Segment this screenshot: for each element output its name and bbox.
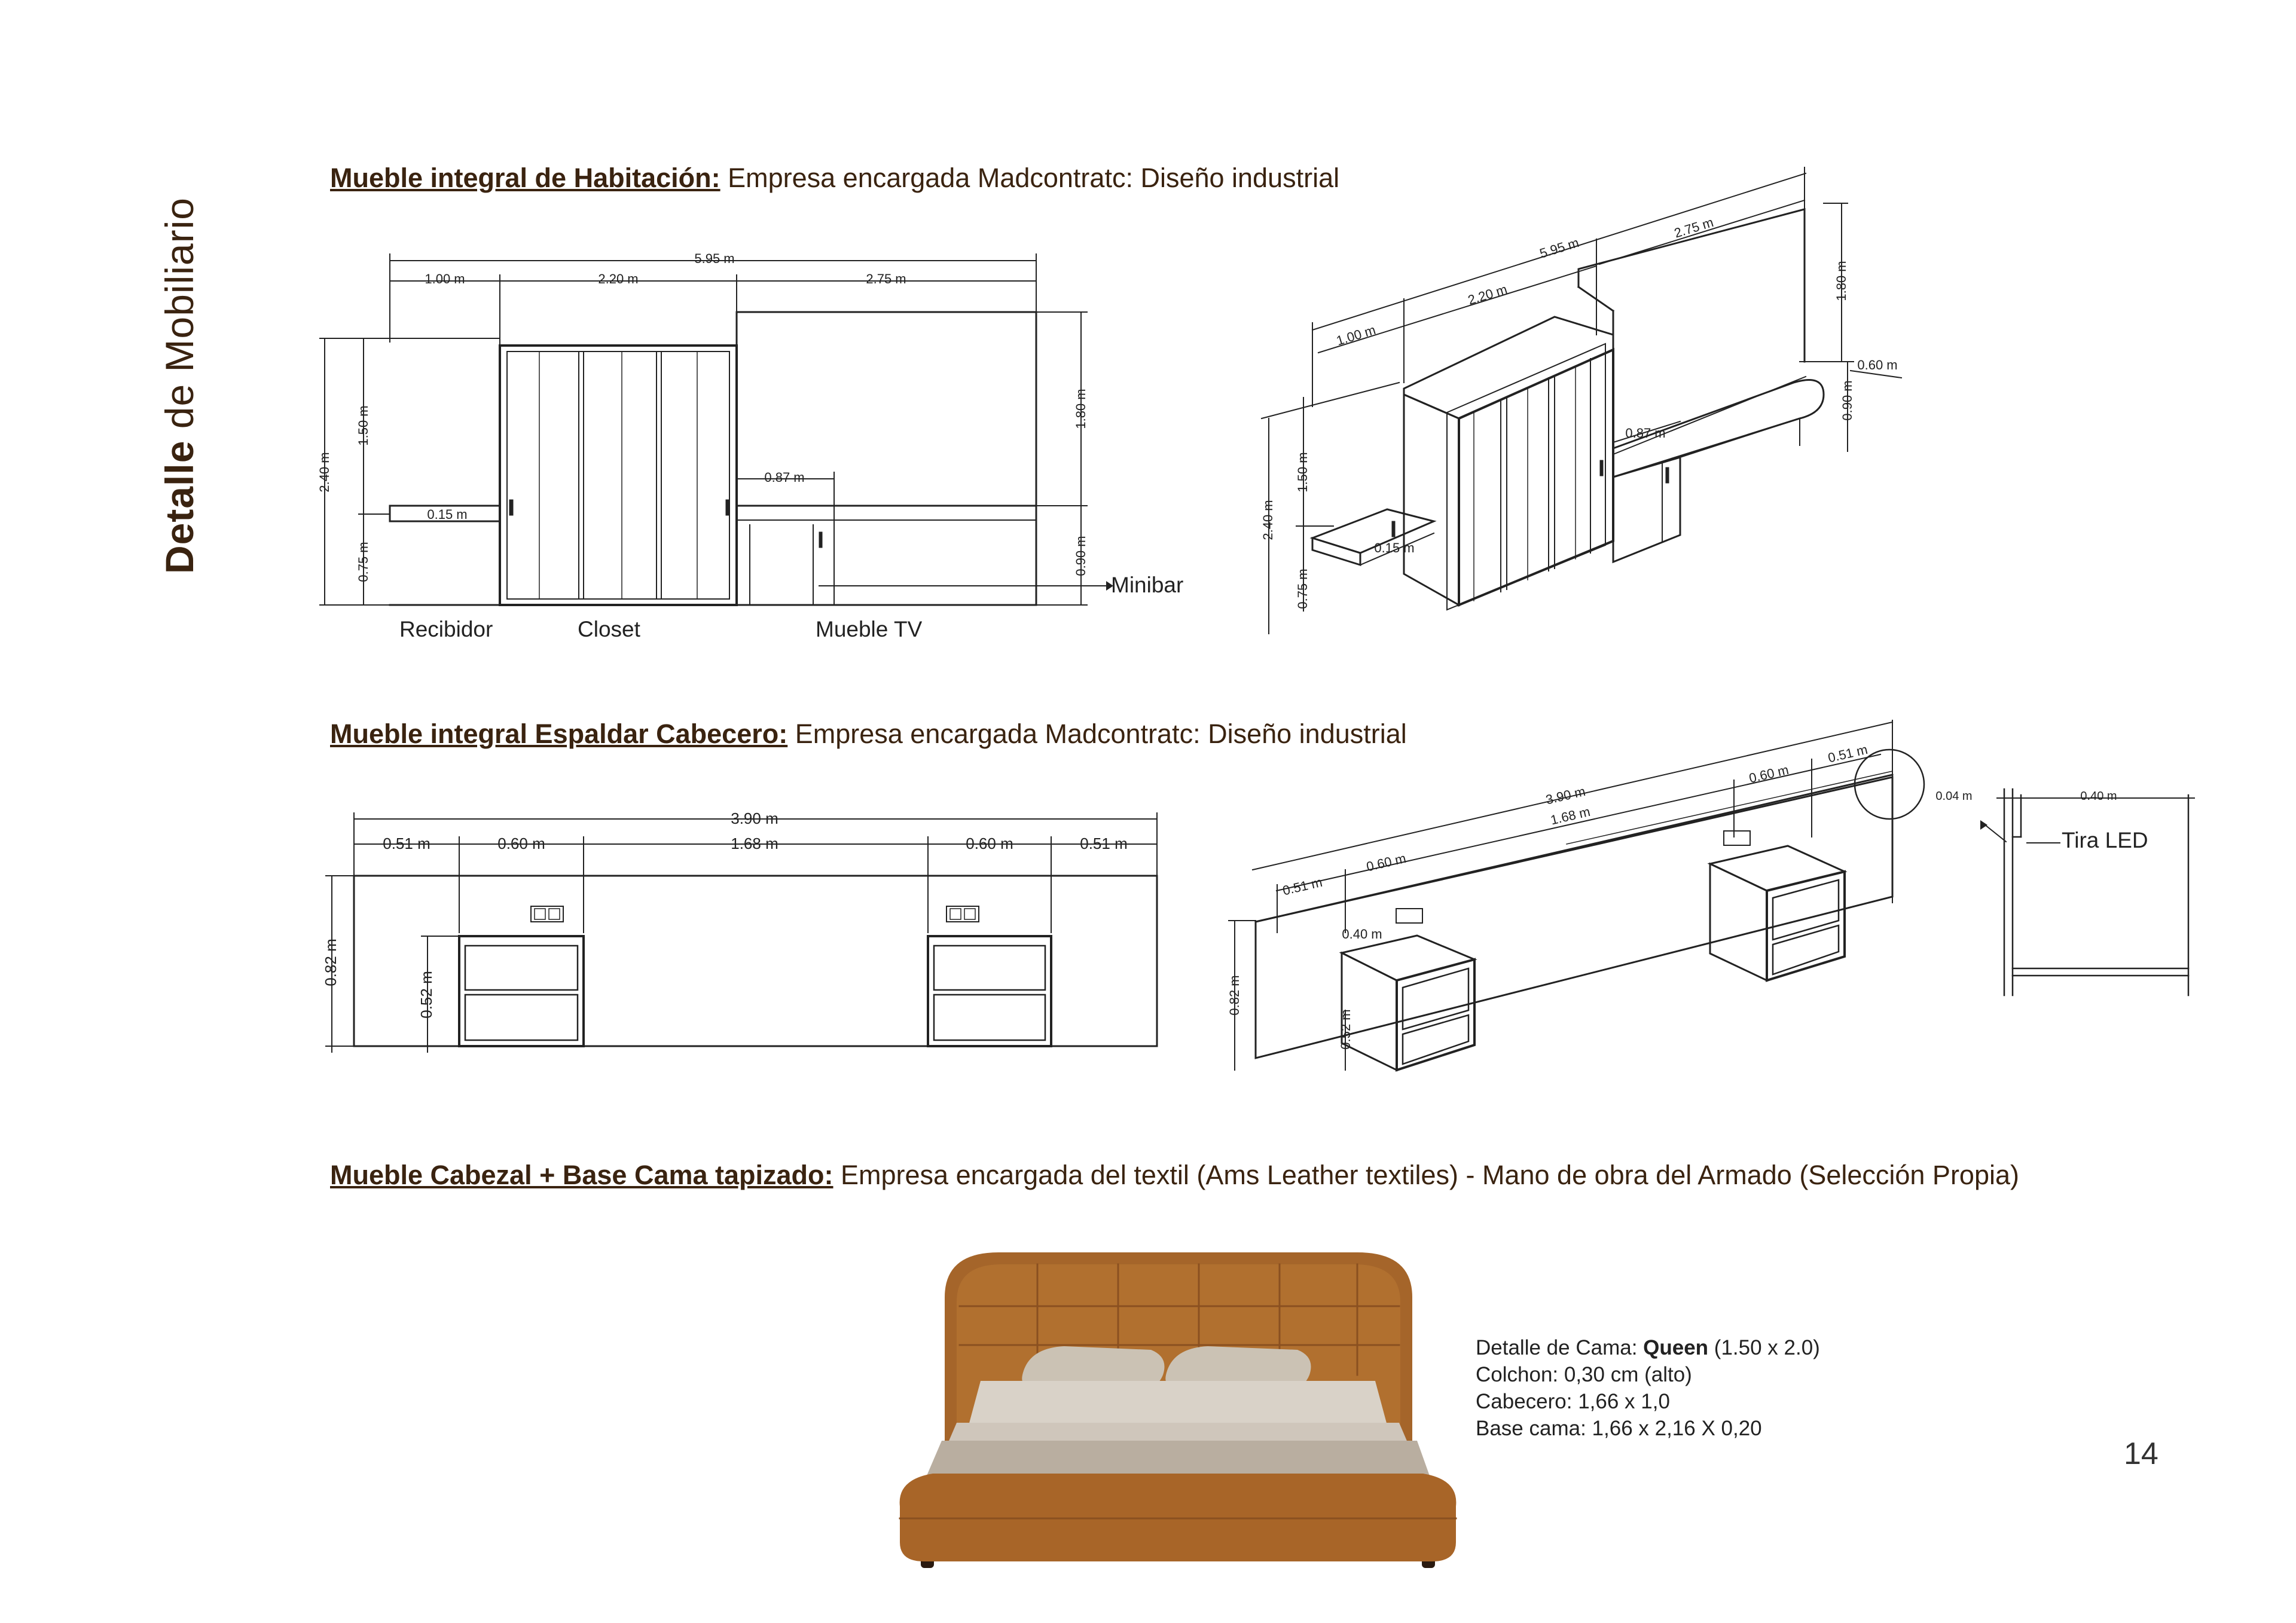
iso-dim-seg3: 2.75 m (1672, 215, 1715, 241)
hbi-dim-total: 3.90 m (1544, 783, 1587, 808)
dim-seg2: 2.20 m (598, 271, 639, 286)
label-minibar: Minibar (1111, 573, 1184, 597)
heading-bold: Mueble Cabezal + Base Cama tapizado: (330, 1160, 833, 1190)
heading-bold: Mueble integral Espaldar Cabecero: (330, 719, 788, 749)
room-isometric (1262, 167, 1901, 634)
iso-dim-depth: 0.60 m (1857, 357, 1898, 372)
hb-dim-seg5: 0.51 m (1080, 835, 1128, 852)
page-number: 14 (2124, 1436, 2158, 1471)
dim-seg1: 1.00 m (425, 271, 465, 286)
heading-rest: Empresa encargada Madcontratc: Diseño industrial (720, 163, 1340, 193)
dim-shelf: 0.15 m (427, 507, 468, 522)
hb-dim-height: 0.82 m (322, 939, 340, 986)
hb-dim-seg4: 0.60 m (966, 835, 1013, 852)
bed-info-line1 (1476, 1334, 1820, 1361)
iso-dim-seg2: 2.20 m (1465, 282, 1509, 308)
dim-h-total: 2.40 m (317, 452, 332, 493)
bed-info-dims: (1.50 x 2.0) (1708, 1336, 1820, 1359)
bed-info-size: Queen (1643, 1336, 1709, 1359)
label-mueble-tv: Mueble TV (816, 617, 923, 641)
led-dim-gap: 0.04 m (1935, 790, 1973, 803)
bed-info-prefix: Detalle de Cama: (1476, 1336, 1644, 1359)
iso-dim-h-total: 2.40 m (1260, 500, 1275, 540)
iso-dim-seg1: 1.00 m (1334, 322, 1378, 349)
dim-h-upper: 1.50 m (356, 405, 371, 446)
led-dim-depth: 0.40 m (2080, 790, 2117, 803)
room-elevation (320, 254, 1113, 605)
hb-dim-seg1: 0.51 m (383, 835, 430, 852)
dim-tv-top: 1.80 m (1073, 389, 1088, 429)
bed-info-line4: Base cama: 1,66 x 2,16 X 0,20 (1476, 1417, 1762, 1440)
hbi-dim-height: 0.82 m (1227, 975, 1242, 1016)
hbi-dim-right2: 0.51 m (1826, 741, 1869, 766)
iso-dim-total: 5.95 m (1537, 235, 1581, 261)
hb-dim-total: 3.90 m (731, 809, 778, 827)
bed-illustration (900, 1252, 1457, 1568)
label-recibidor: Recibidor (399, 617, 493, 641)
headboard-elevation-dims (322, 809, 1128, 1019)
headboard-isometric-dims (1227, 742, 2117, 1050)
iso-dim-h-lower: 0.75 m (1295, 568, 1310, 609)
dim-tv-bottom: 0.90 m (1073, 536, 1088, 576)
side-title-rest: de Mobiliario (157, 197, 201, 429)
bed-info-line3: Cabecero: 1,66 x 1,0 (1476, 1390, 1670, 1413)
heading-bold: Mueble integral de Habitación: (330, 163, 720, 193)
bed-info-line2: Colchon: 0,30 cm (alto) (1476, 1363, 1692, 1386)
iso-dim-tv-top: 1.80 m (1834, 261, 1849, 301)
hbi-dim-left2: 0.60 m (1364, 850, 1407, 875)
hbi-dim-left: 0.51 m (1281, 874, 1324, 898)
iso-dim-tv-gap: 0.87 m (1625, 426, 1666, 441)
hb-dim-seg2: 0.60 m (497, 835, 545, 852)
dim-total: 5.95 m (694, 251, 735, 266)
iso-dim-tv-bottom: 0.90 m (1840, 380, 1855, 421)
hb-dim-seg3: 1.68 m (731, 835, 778, 852)
hbi-dim-center: 1.68 m (1549, 803, 1592, 828)
room-elevation-dims (317, 251, 1088, 582)
side-title-bold: Detalle (157, 440, 201, 574)
headboard-isometric (1229, 720, 2194, 1070)
hb-dim-ns-height: 0.52 m (417, 971, 435, 1019)
bed-info (1476, 1334, 1820, 1442)
label-tira-led: Tira LED (2062, 828, 2148, 852)
dim-seg3: 2.75 m (866, 271, 906, 286)
label-closet: Closet (578, 617, 640, 641)
heading-rest: Empresa encargada Madcontratc: Diseño industrial (787, 719, 1407, 749)
iso-dim-shelf: 0.15 m (1374, 540, 1415, 555)
hbi-dim-right: 0.60 m (1747, 762, 1790, 786)
hbi-dim-ns-depth: 0.40 m (1342, 927, 1382, 942)
dim-h-lower: 0.75 m (356, 542, 371, 582)
hbi-dim-ns-height: 0.52 m (1338, 1009, 1353, 1050)
iso-dim-h-upper: 1.50 m (1295, 452, 1310, 493)
dim-tv-gap: 0.87 m (764, 470, 805, 485)
heading-rest: Empresa encargada del textil (Ams Leather textiles) - Mano de obra del Armado (Selección Propia) (833, 1160, 2019, 1190)
